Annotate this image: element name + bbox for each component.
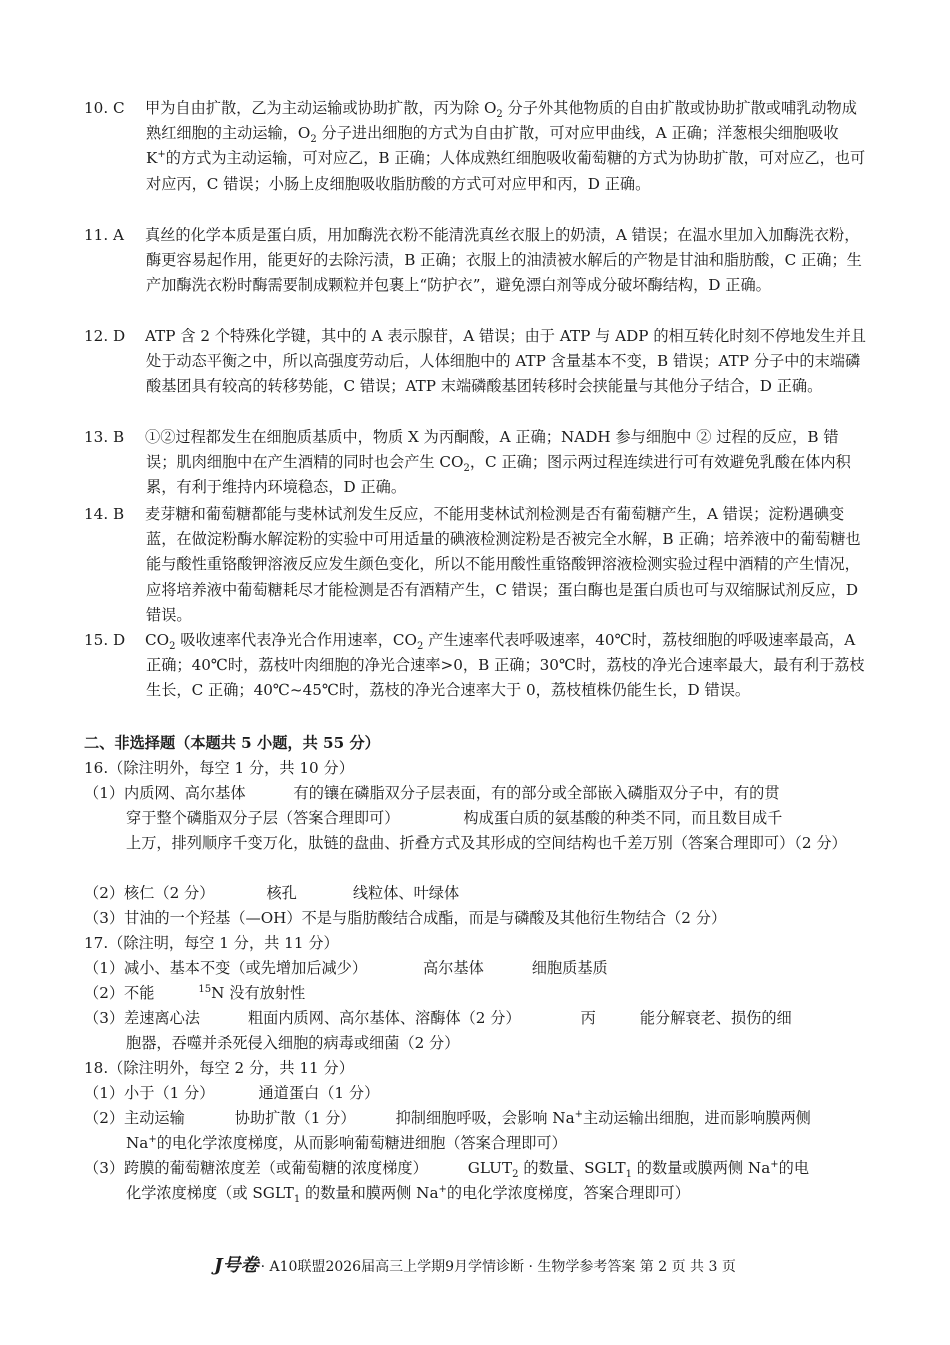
q18-line-1: （1）小于（1 分） 通道蛋白（1 分） (84, 1084, 380, 1102)
q17-line-1: （1）减小、基本不变（或先增加后减少） 高尔基体 细胞质基质 (84, 959, 608, 977)
section-title: 二、非选择题（本题共 5 小题，共 55 分） (84, 734, 380, 752)
question-number: 11. (84, 226, 109, 244)
explanation: 甲为自由扩散，乙为主动运输或协助扩散，丙为除 $O_2$ 分子外其他物质的自由扩散或协助扩散或哺乳动物成熟红细胞的主动运输，$O_2$ 分子进出细胞的方式为自由扩散，可对应甲曲线，A 正确；洋葱根尖细胞吸收 K+的方式为主动运输，可对应乙，B 正确；人体成熟红细胞吸收葡萄糖的方式为协助扩散，可对应乙，也可对应丙，C 错误；小肠上皮细胞吸收脂肪酸的方式可对应甲和丙，D 正确。 (145, 99, 866, 193)
explanation: ①②过程都发生在细胞质基质中，物质 X 为丙酮酸，A 正确；NADH 参与细胞中 ② 过程的反应，B 错误；肌肉细胞中在产生酒精的同时也会产生 $CO_2$，C 正确；图示两过程连续进行可有效避免乳酸在体内积累，有利于维持内环境稳态，D 正确。 (145, 428, 851, 497)
answer-14 (84, 502, 866, 628)
footer-text: · A10联盟2026届高三上学期9月学情诊断 · 生物学参考答案 第 2 页 共 3 页 (260, 1259, 736, 1275)
question-number: 10. (84, 99, 109, 117)
question-number: 13. (84, 428, 109, 446)
q16-line-3: （3）甘油的一个羟基（—OH）不是与脂肪酸结合成酯，而是与磷酸及其他衍生物结合（2 分） (84, 909, 727, 927)
answer-15 (84, 628, 866, 704)
explanation: ATP 含 2 个特殊化学键，其中的 A 表示腺苷，A 错误；由于 ATP 与 ADP 的相互转化时刻不停地发生并且处于动态平衡之中，所以高强度劳动后，人体细胞中的 ATP 含量基本不变，B 错误；ATP 分子中的末端磷酸基团具有较高的转移势能，C 错误；ATP 末端磷酸基团转移时会挟能量与其他分子结合，D 正确。 (145, 327, 866, 396)
answer-letter: D (112, 327, 126, 345)
answer-11 (84, 223, 866, 299)
q16-line-1-cont: 穿于整个磷脂双分子层（答案合理即可） 构成蛋白质的氨基酸的种类不同，而且数目成千 (126, 809, 783, 827)
q16-line-1-cont2: 上万，排列顺序千变万化，肽链的盘曲、折叠方式及其形成的空间结构也千差万别（答案合理即可）（2 分） (126, 834, 847, 852)
q16-line-2: （2）核仁（2 分） 核孔 线粒体、叶绿体 (84, 884, 460, 902)
q16-line-1: （1）内质网、高尔基体 有的镶在磷脂双分子层表面，有的部分或全部嵌入磷脂双分子中，有的贯 (84, 784, 780, 802)
answer-letter: C (112, 99, 125, 117)
page-footer (0, 1256, 950, 1277)
answer-letter: A (112, 226, 124, 244)
answer-letter: B (112, 505, 125, 523)
explanation: $CO_2$ 吸收速率代表净光合作用速率，$CO_2$ 产生速率代表呼吸速率，40℃时，荔枝细胞的呼吸速率最高，A 正确；40℃时，荔枝叶肉细胞的净光合速率>0，B 正确；30℃时，荔枝的净光合速率最大，最有利于荔枝生长，C 正确；40℃~45℃时，荔枝的净光合速率大于 0，荔枝植株仍能生长，D 错误。 (145, 631, 865, 700)
question-number: 12. (84, 327, 109, 345)
q18-line-3: （3）跨膜的葡萄糖浓度差（或葡萄糖的浓度梯度） $GLUT_2$ 的数量、$SGLT_1$ 的数量或膜两侧 Na+的电 (84, 1158, 810, 1181)
question-number: 14. (84, 505, 109, 523)
q18-line-2: （2）主动运输 协助扩散（1 分） 抑制细胞呼吸，会影响 Na+主动运输出细胞，进而影响膜两侧 (84, 1108, 811, 1127)
explanation: 真丝的化学本质是蛋白质，用加酶洗衣粉不能清洗真丝衣服上的奶渍，A 错误；在温水里加入加酶洗衣粉，酶更容易起作用，能更好的去除污渍，B 正确；衣服上的油渍被水解后的产物是甘油和脂肪酸，C 正确；生产加酶洗衣粉时酶需要制成颗粒并包裹上“防护衣”，避免漂白剂等成分破坏酶结构，D 正确。 (145, 226, 862, 295)
q16-header: 16.（除注明外，每空 1 分，共 10 分） (84, 759, 354, 777)
q18-line-3-cont: 化学浓度梯度（或 $SGLT_1$ 的数量和膜两侧 Na+的电化学浓度梯度，答案合理即可） (126, 1183, 690, 1206)
q18-line-2-cont: Na+的电化学浓度梯度，从而影响葡萄糖进细胞（答案合理即可） (126, 1133, 567, 1152)
explanation: 麦芽糖和葡萄糖都能与斐林试剂发生反应，不能用斐林试剂检测是否有葡萄糖产生，A 错误；淀粉遇碘变蓝，在做淀粉酶水解淀粉的实验中可用适量的碘液检测淀粉是否被完全水解，B 正确；培养液中的葡萄糖也能与酸性重铬酸钾溶液反应发生颜色变化，所以不能用酸性重铬酸钾溶液检测实验过程中酒精的产生情况，应将培养液中葡萄糖耗尽才能检测是否有酒精产生，C 错误；蛋白酶也是蛋白质也可与双缩脲试剂反应，D 错误。 (145, 505, 861, 624)
answer-13 (84, 425, 866, 501)
question-number: 15. (84, 631, 109, 649)
answer-letter: D (112, 631, 126, 649)
answer-letter: B (112, 428, 125, 446)
answer-12 (84, 324, 866, 400)
q17-header: 17.（除注明，每空 1 分，共 11 分） (84, 934, 339, 952)
brand-logo: J号卷 (214, 1255, 259, 1276)
q17-line-3-cont: 胞器，吞噬并杀死侵入细胞的病毒或细菌（2 分） (126, 1034, 460, 1052)
answer-10 (84, 96, 866, 197)
q17-line-3: （3）差速离心法 粗面内质网、高尔基体、溶酶体（2 分） 丙 能分解衰老、损伤的细 (84, 1009, 792, 1027)
q17-line-2: （2）不能 $^{15}$N 没有放射性 (84, 983, 306, 1002)
q18-header: 18.（除注明外，每空 2 分，共 11 分） (84, 1059, 354, 1077)
